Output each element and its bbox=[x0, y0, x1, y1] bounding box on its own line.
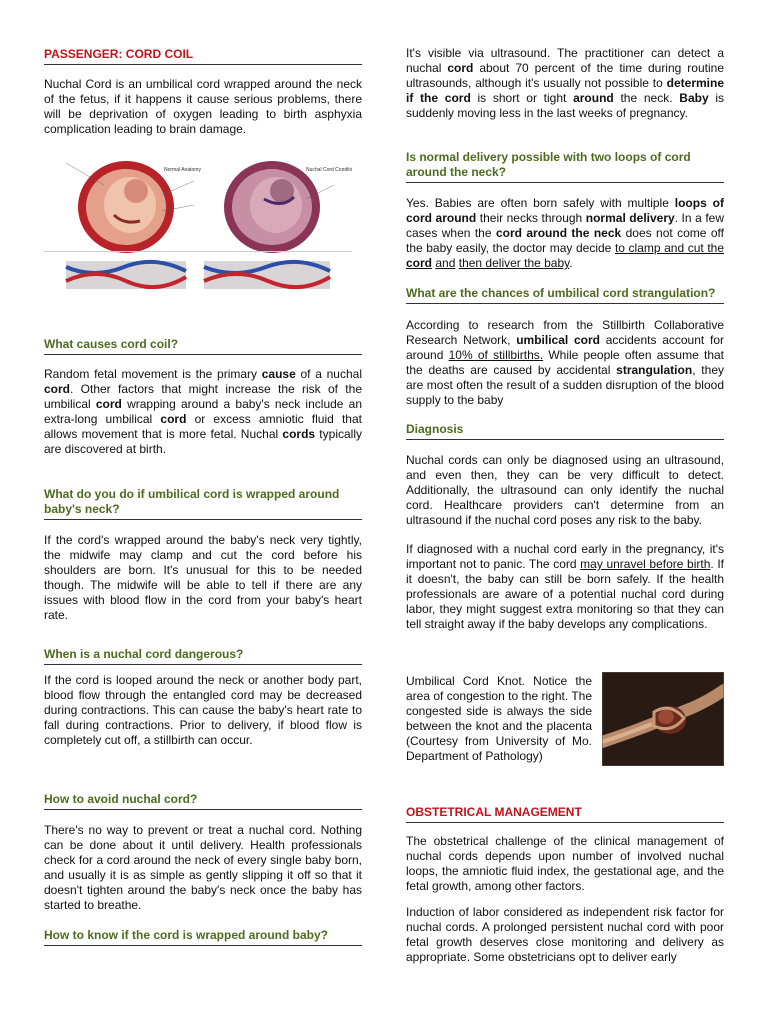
answer-what-causes: Random fetal movement is the primary cause of a nuchal cord. Other factors that might increase the risk of the umbilical cord wrapping around a baby's neck include an extra-long umbilical cord or excess amniotic fluid that allows movement that is more fetal. Nuchal cords typically are discovered at birth. bbox=[44, 367, 363, 456]
label-nuchal-condition: Nuchal Cord Condition bbox=[306, 167, 352, 173]
answer-normal-delivery: Yes. Babies are often born safely with multiple loops of cord around their necks through normal delivery. In a few cases when the cord around the neck does not come off the baby easily, the doctor may decide to clamp and cut the cord and then deliver the baby. bbox=[406, 196, 725, 270]
nuchal-cord-illustration bbox=[44, 155, 352, 295]
diagnosis-paragraph-2: If diagnosed with a nuchal cord early in the pregnancy, it's important not to panic. The cord may unravel before birth. If it doesn't, the baby can still be born safely. If the health professionals are aware of a potential nuchal cord during labor, they might suggest extra monitoring so that they can tell straight away if the baby develops any complications. bbox=[406, 542, 724, 631]
heading-what-do-you-do: What do you do if umbilical cord is wrapped around baby's neck? bbox=[44, 487, 362, 520]
answer-when-dangerous: If the cord is looped around the neck or another body part, blood flow through the entangled cord may be decreased during contractions. This can cause the baby's heart rate to fall during contractions. Prior to delivery, if blood flow is completely cut off, a stillbirth can occur. bbox=[44, 673, 362, 747]
knot-caption-block bbox=[406, 674, 592, 764]
management-paragraph-2: Induction of labor considered as independent risk factor for nuchal cords. A prolonged persistent nuchal cord with poor fetal growth deserves close monitoring and delivery as appropriate. Some obstetricians opt to deliver early bbox=[406, 905, 724, 964]
answer-how-to-avoid: There's no way to prevent or treat a nuchal cord. Nothing can be done about it until delivery. Health professionals check for a cord around the neck of every single baby born, and usually it is as simple as gently slipping it off so that it doesn't tighten around the baby's neck once the baby has started to breathe. bbox=[44, 823, 362, 912]
knot-caption: Umbilical Cord Knot. Notice the area of congestion to the right. The congested side is always the side between the knot and the placenta (Courtesy from University of Mo. Department of Pathology) bbox=[406, 674, 592, 763]
heading-how-to-know: How to know if the cord is wrapped around baby? bbox=[44, 928, 362, 946]
answer-what-do-you-do: If the cord's wrapped around the baby's neck very tightly, the midwife may clamp and cut the cord before his shoulders are born. It's unusual for this to be needed though. The midwife will be able to tell if there are any issues with blood flow in the cord from your baby's heart rate. bbox=[44, 533, 362, 622]
heading-strangulation: What are the chances of umbilical cord strangulation? bbox=[406, 286, 724, 304]
heading-when-dangerous: When is a nuchal cord dangerous? bbox=[44, 647, 362, 665]
ultrasound-paragraph: It's visible via ultrasound. The practitioner can detect a nuchal cord about 70 percent of the time during routine ultrasounds, although it's usually not possible to determine if the cord is short or tight around the neck. Baby is suddenly moving less in the last weeks of pregnancy. bbox=[406, 46, 725, 120]
umbilical-cord-knot-photo bbox=[602, 672, 724, 766]
answer-strangulation: According to research from the Stillbirth Collaborative Research Network, umbilical cord accidents account for around 10% of stillbirths. While people often assume that the deaths are caused by accidental strangulation, they are most often the result of a sudden disruption of the blood supply to the baby bbox=[406, 318, 724, 407]
label-normal-anatomy: Normal Anatomy bbox=[164, 167, 201, 173]
heading-passenger-cord-coil: PASSENGER: CORD COIL bbox=[44, 47, 362, 65]
management-paragraph-1: The obstetrical challenge of the clinical management of nuchal cords depends upon number of involved nuchal loops, the amniotic fluid index, the gestational age, and the fetal growth, among other factors. bbox=[406, 834, 724, 893]
heading-normal-delivery: Is normal delivery possible with two loops of cord around the neck? bbox=[406, 150, 724, 183]
heading-what-causes: What causes cord coil? bbox=[44, 337, 362, 355]
intro-paragraph: Nuchal Cord is an umbilical cord wrapped around the neck of the fetus, if it happens it cause serious problems, there will be deprivation of oxygen leading to birth asphyxia complication leading to brain damage. bbox=[44, 77, 362, 136]
diagnosis-paragraph-1: Nuchal cords can only be diagnosed using an ultrasound, and even then, they can be very difficult to detect. Additionally, the ultrasound can only identify the nuchal cord. Healthcare providers can't determine from an ultrasound if the nuchal cord poses any risk to the baby. bbox=[406, 453, 724, 527]
heading-obstetrical-management: OBSTETRICAL MANAGEMENT bbox=[406, 805, 724, 823]
heading-how-to-avoid: How to avoid nuchal cord? bbox=[44, 792, 362, 810]
heading-diagnosis: Diagnosis bbox=[406, 422, 724, 440]
